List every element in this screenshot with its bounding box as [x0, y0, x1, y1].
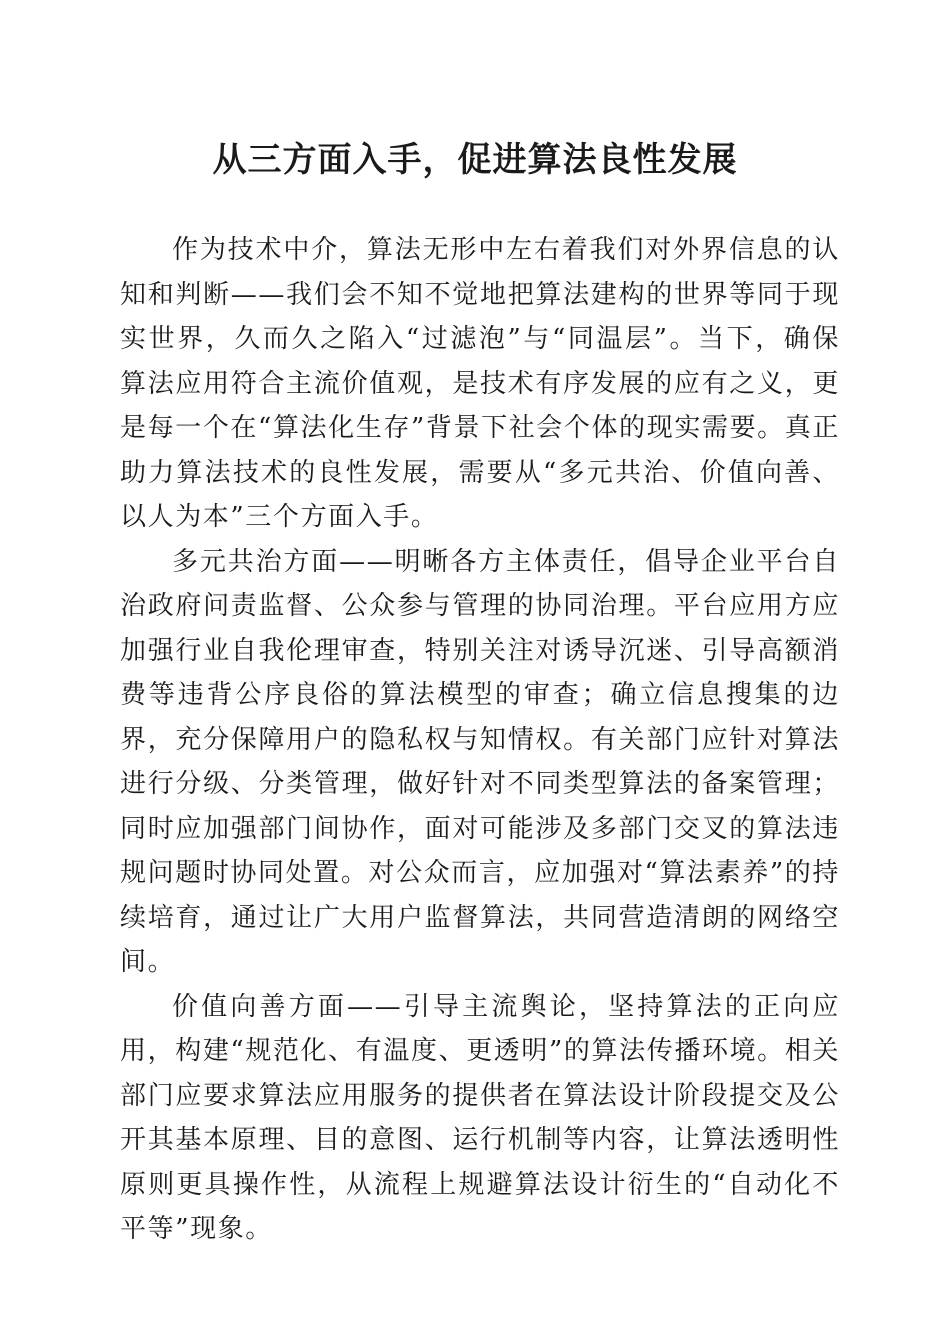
document-body	[120, 228, 840, 1252]
paragraph-intro: 作为技术中介，算法无形中左右着我们对外界信息的认知和判断——我们会不知不觉地把算法建构的世界等同于现实世界，久而久之陷入“过滤泡”与“同温层”。当下，确保算法应用符合主流价值观，是技术有序发展的应有之义，更是每一个在“算法化生存”背景下社会个体的现实需要。真正助力算法技术的良性发展，需要从“多元共治、价值向善、以人为本”三个方面入手。	[120, 235, 840, 532]
paragraph-value-oriented: 价值向善方面——引导主流舆论，坚持算法的正向应用，构建“规范化、有温度、更透明”的算法传播环境。相关部门应要求算法应用服务的提供者在算法设计阶段提交及公开其基本原理、目的意图、运行机制等内容，让算法透明性原则更具操作性，从流程上规避算法设计衍生的“自动化不平等”现象。	[120, 991, 840, 1244]
document-title: 从三方面入手，促进算法良性发展	[212, 140, 738, 180]
paragraph-multi-governance: 多元共治方面——明晰各方主体责任，倡导企业平台自治政府问责监督、公众参与管理的协同治理。平台应用方应加强行业自我伦理审查，特别关注对诱导沉迷、引导高额消费等违背公序良俗的算法模型的审查；确立信息搜集的边界，充分保障用户的隐私权与知情权。有关部门应针对算法进行分级、分类管理，做好针对不同类型算法的备案管理；同时应加强部门间协作，面对可能涉及多部门交叉的算法违规问题时协同处置。对公众而言，应加强对“算法素养”的持续培育，通过让广大用户监督算法，共同营造清朗的网络空间。	[120, 546, 840, 977]
